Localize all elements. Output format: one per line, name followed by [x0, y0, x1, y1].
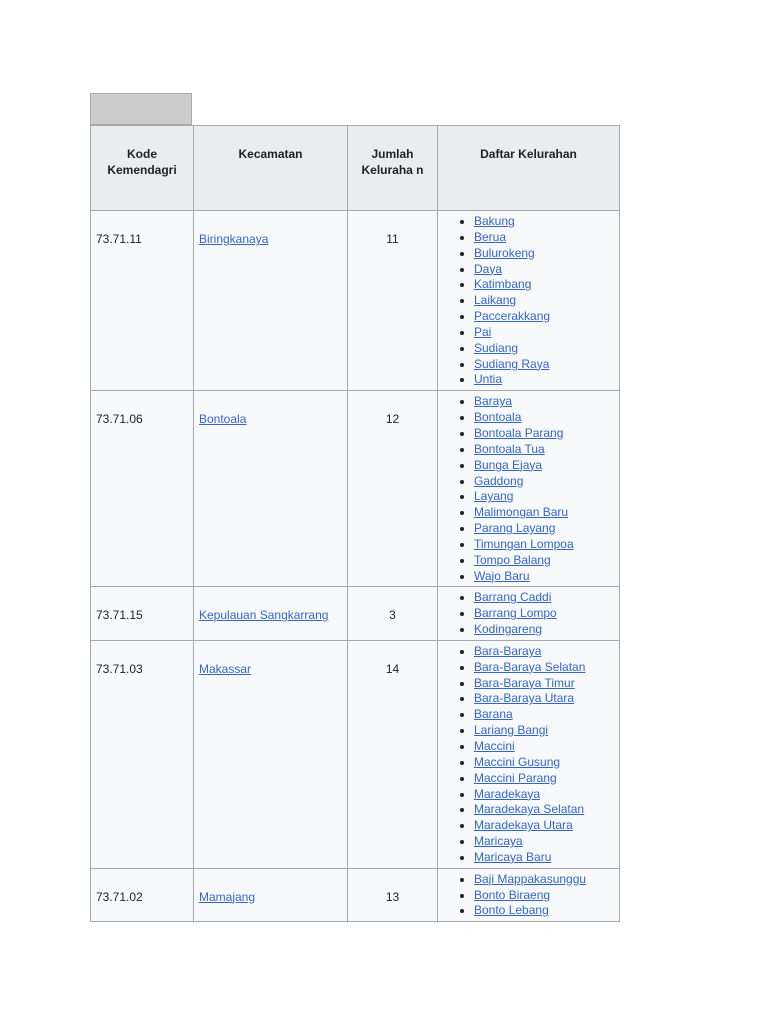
list-item: [474, 394, 615, 410]
list-item: [474, 872, 615, 888]
list-item: [474, 888, 615, 904]
kelurahan-link[interactable]: Bulurokeng: [474, 245, 535, 260]
kelurahan-link[interactable]: Bonto Lebang: [474, 903, 549, 918]
list-item: [474, 834, 615, 850]
list-item: [474, 553, 615, 569]
kelurahan-link[interactable]: Bontoala Parang: [474, 425, 564, 440]
list-item: [474, 569, 615, 585]
list-item: [474, 590, 615, 606]
kelurahan-link[interactable]: Bontoala: [474, 410, 522, 425]
list-item: [474, 622, 615, 638]
kelurahan-link[interactable]: Paccerakkang: [474, 309, 551, 324]
kelurahan-link[interactable]: Maradekaya Selatan: [474, 802, 585, 817]
kelurahan-link[interactable]: Barrang Caddi: [474, 590, 552, 605]
kelurahan-link[interactable]: Maradekaya Utara: [474, 818, 573, 833]
kelurahan-list: [442, 590, 615, 638]
list-item: [474, 818, 615, 834]
list-item: [474, 325, 615, 341]
kelurahan-list-cell: [438, 868, 620, 922]
list-item: [474, 521, 615, 537]
kelurahan-link[interactable]: Kodingareng: [474, 622, 543, 637]
kecamatan-cell: [194, 391, 348, 587]
kelurahan-link[interactable]: Bontoala Tua: [474, 441, 545, 456]
list-item: [474, 262, 615, 278]
kelurahan-link[interactable]: Maradekaya: [474, 786, 541, 801]
list-item: [474, 802, 615, 818]
kelurahan-link[interactable]: Laikang: [474, 293, 517, 308]
kelurahan-link[interactable]: Untia: [474, 372, 503, 387]
list-item: [474, 426, 615, 442]
kelurahan-link[interactable]: Parang Layang: [474, 521, 556, 536]
kelurahan-link[interactable]: Malimongan Baru: [474, 505, 569, 520]
list-item: [474, 214, 615, 230]
kelurahan-link[interactable]: Layang: [474, 489, 514, 504]
list-item: [474, 660, 615, 676]
table-body: [91, 211, 620, 922]
list-item: [474, 676, 615, 692]
kelurahan-link[interactable]: Katimbang: [474, 277, 532, 292]
kelurahan-link[interactable]: Sudiang Raya: [474, 356, 550, 371]
kelurahan-list-cell: [438, 587, 620, 641]
kelurahan-link[interactable]: Maricaya Baru: [474, 849, 552, 864]
kelurahan-link[interactable]: Maccini Parang: [474, 770, 557, 785]
kecamatan-link[interactable]: Kepulauan Sangkarrang: [199, 608, 329, 623]
kelurahan-link[interactable]: Maricaya: [474, 834, 523, 849]
kelurahan-list-cell: [438, 640, 620, 868]
list-item: [474, 850, 615, 866]
kecamatan-table: [90, 125, 620, 922]
kelurahan-link[interactable]: Bonto Biraeng: [474, 887, 551, 902]
kelurahan-link[interactable]: Maccini: [474, 739, 515, 753]
list-item: [474, 755, 615, 771]
kelurahan-link[interactable]: Bakung: [474, 214, 515, 228]
kelurahan-link[interactable]: Berua: [474, 229, 507, 244]
kelurahan-link[interactable]: Lariang Bangi: [474, 723, 549, 738]
list-item: [474, 372, 615, 388]
header-kode: Kode Kemendagri: [91, 126, 194, 211]
jumlah-cell: 14: [348, 640, 438, 868]
kelurahan-link[interactable]: Wajo Baru: [474, 568, 530, 583]
kelurahan-link[interactable]: Daya: [474, 261, 503, 276]
kelurahan-link[interactable]: Maccini Gusung: [474, 754, 561, 769]
jumlah-cell: 13: [348, 868, 438, 922]
list-item: [474, 537, 615, 553]
kecamatan-cell: [194, 587, 348, 641]
kecamatan-cell: [194, 640, 348, 868]
header-kecamatan: Kecamatan: [194, 126, 348, 211]
kode-cell: 73.71.02: [91, 868, 194, 922]
list-item: [474, 723, 615, 739]
kecamatan-cell: [194, 868, 348, 922]
table-row: [91, 640, 620, 868]
kecamatan-link[interactable]: Bontoala: [199, 412, 247, 427]
kelurahan-link[interactable]: Pai: [474, 324, 492, 339]
kelurahan-link[interactable]: Bunga Ejaya: [474, 457, 543, 472]
list-item: [474, 357, 615, 373]
kelurahan-list: [442, 872, 615, 920]
list-item: [474, 505, 615, 521]
kelurahan-link[interactable]: Barrang Lompo: [474, 606, 557, 621]
kelurahan-list-cell: [438, 211, 620, 391]
list-item: [474, 341, 615, 357]
table-row: [91, 211, 620, 391]
kelurahan-link[interactable]: Timungan Lompoa: [474, 536, 574, 551]
list-item: [474, 787, 615, 803]
jumlah-cell: 12: [348, 391, 438, 587]
list-item: [474, 230, 615, 246]
kelurahan-link[interactable]: Baraya: [474, 394, 513, 409]
list-item: [474, 246, 615, 262]
kelurahan-list: [442, 394, 615, 584]
header-daftar-kelurahan: Daftar Kelurahan: [438, 126, 620, 211]
header-jumlah: Jumlah Keluraha n: [348, 126, 438, 211]
kelurahan-link[interactable]: Bara-Baraya Selatan: [474, 659, 586, 674]
list-item: [474, 474, 615, 490]
list-item: [474, 707, 615, 723]
kelurahan-list: [442, 214, 615, 388]
kode-cell: 73.71.06: [91, 391, 194, 587]
list-item: [474, 458, 615, 474]
kelurahan-link[interactable]: Tompo Balang: [474, 552, 551, 567]
list-item: [474, 644, 615, 660]
sort-header-tab: [90, 93, 192, 125]
list-item: [474, 903, 615, 919]
kelurahan-link[interactable]: Gaddong: [474, 473, 524, 488]
list-item: [474, 739, 615, 755]
table-row: [91, 391, 620, 587]
jumlah-cell: 3: [348, 587, 438, 641]
kelurahan-link[interactable]: Baji Mappakasunggu: [474, 871, 587, 886]
kecamatan-link[interactable]: Makassar: [199, 661, 252, 676]
list-item: [474, 606, 615, 622]
list-item: [474, 293, 615, 309]
table-row: [91, 587, 620, 641]
list-item: [474, 309, 615, 325]
list-item: [474, 691, 615, 707]
jumlah-cell: 11: [348, 211, 438, 391]
kode-cell: 73.71.03: [91, 640, 194, 868]
kecamatan-link[interactable]: Biringkanaya: [199, 232, 269, 246]
list-item: [474, 489, 615, 505]
kelurahan-link[interactable]: Bara-Baraya Timur: [474, 675, 575, 690]
kelurahan-link[interactable]: Barana: [474, 707, 513, 722]
kelurahan-link[interactable]: Bara-Baraya Utara: [474, 691, 575, 706]
kecamatan-cell: [194, 211, 348, 391]
kode-cell: 73.71.11: [91, 211, 194, 391]
kelurahan-link[interactable]: Sudiang: [474, 340, 519, 355]
list-item: [474, 277, 615, 293]
kelurahan-list-cell: [438, 391, 620, 587]
kode-cell: 73.71.15: [91, 587, 194, 641]
table-row: [91, 868, 620, 922]
list-item: [474, 771, 615, 787]
kecamatan-link[interactable]: Mamajang: [199, 889, 256, 904]
list-item: [474, 410, 615, 426]
kelurahan-list: [442, 644, 615, 866]
table-header-row: [91, 126, 620, 211]
list-item: [474, 442, 615, 458]
kelurahan-link[interactable]: Bara-Baraya: [474, 643, 542, 658]
